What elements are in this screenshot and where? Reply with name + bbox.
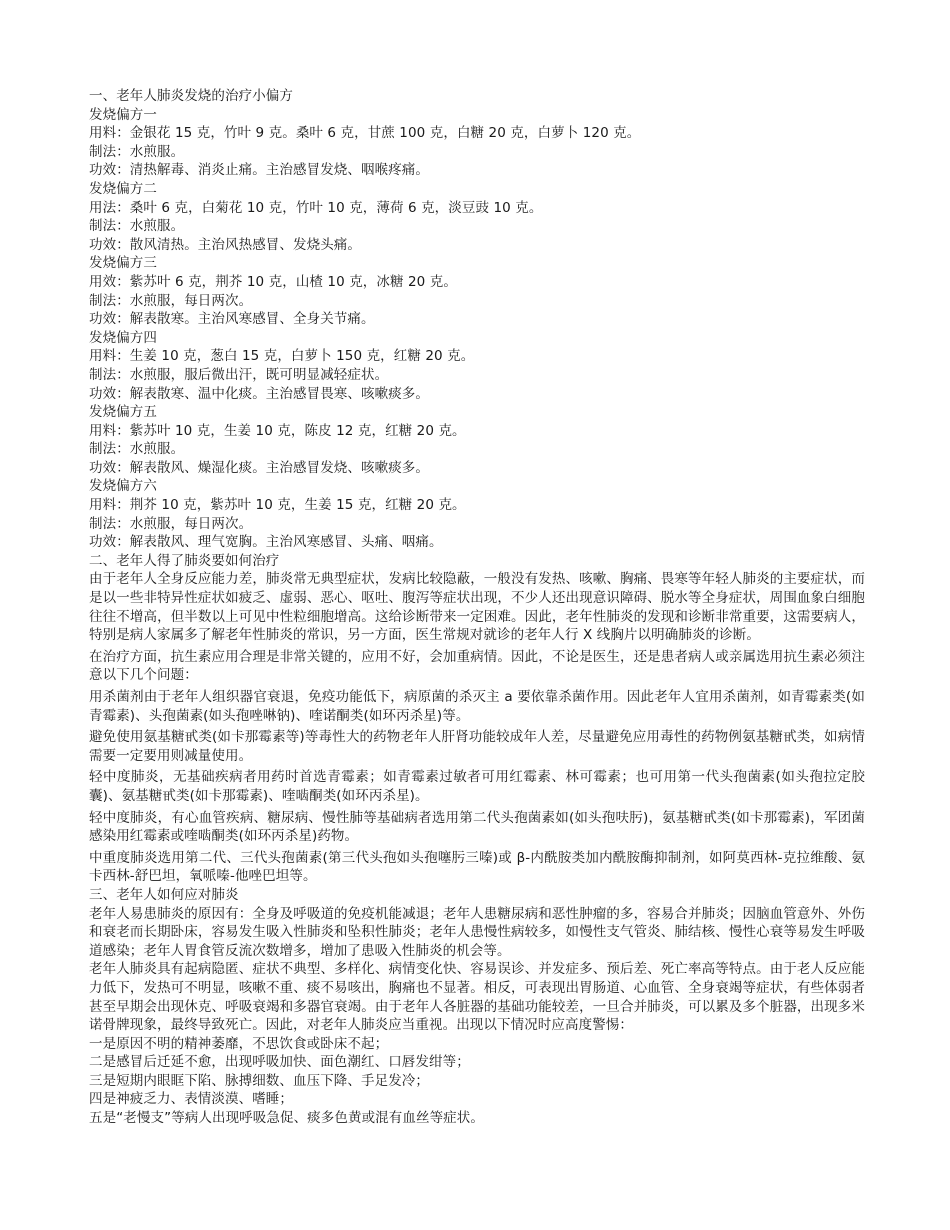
recipe-effect: 功效：解表散寒、温中化痰。主治感冒畏寒、咳嗽痰多。 — [89, 385, 429, 402]
recipe-title: 发烧偏方二 — [89, 180, 157, 197]
recipe-3 — [89, 254, 865, 328]
section-2-paragraph: 在治疗方面，抗生素应用合理是非常关键的，应用不好，会加重病情。因此，不论是医生，还是患者病人或亲属选用抗生素必须注意以下几个问题： — [89, 648, 865, 684]
recipe-ingredients: 用法：桑叶 6 克，白菊花 10 克，竹叶 10 克，薄荷 6 克，淡豆豉 10 克。 — [89, 199, 543, 216]
warning-item: 四是神疲乏力、表情淡漠、嗜睡； — [89, 1091, 293, 1108]
section-2-paragraph: 中重度肺炎选用第二代、三代头孢菌素(第三代头孢如头孢噻肟三嗪)或 β-内酰胺类加内酰胺酶抑制剂，如阿莫西林-克拉维酸、氨卡西林-舒巴坦，氧哌嗪-他唑巴坦等。 — [89, 849, 865, 885]
recipe-1 — [89, 106, 865, 180]
section-2-paragraph: 由于老年人全身反应能力差，肺炎常无典型症状，发病比较隐蔽，一般没有发热、咳嗽、胸痛、畏寒等年轻人肺炎的主要症状，而是以一些非特异性症状如疲乏、虚弱、恶心、呕吐、腹泻等症状出现，不少人还出现意识障碍、脱水等全身症状，周围血象白细胞往往不增高，但半数以上可见中性粒细胞增高。这给诊断带来一定困难。因此，老年性肺炎的发现和诊断非常重要，这需要病人，特别是病人家属多了解老年性肺炎的常识，另一方面，医生常规对就诊的老年人行 X 线胸片以明确肺炎的诊断。 — [89, 571, 865, 644]
section-3-title: 三、老年人如何应对肺炎 — [89, 886, 239, 903]
recipe-method: 制法：水煎服。 — [89, 441, 185, 458]
recipe-4 — [89, 329, 865, 403]
warning-item: 一是原因不明的精神萎靡，不思饮食或卧床不起； — [89, 1035, 389, 1052]
recipe-method: 制法：水煎服，服后微出汗，既可明显减轻症状。 — [89, 366, 389, 383]
recipe-effect: 功效：解表散风、燥湿化痰。主治感冒发烧、咳嗽痰多。 — [89, 459, 429, 476]
recipe-effect: 功效：清热解毒、消炎止痛。主治感冒发烧、咽喉疼痛。 — [89, 162, 429, 179]
recipe-ingredients: 用效：紫苏叶 6 克，荆芥 10 克，山楂 10 克，冰糖 20 克。 — [89, 273, 457, 290]
section-2-paragraph: 轻中度肺炎，无基础疾病者用药时首选青霉素；如青霉素过敏者可用红霉素、林可霉素；也可用第一代头孢菌素(如头孢拉定胶囊)、氨基糖甙类(如卡那霉素)、喹啮酮类(如环丙杀星)。 — [89, 769, 865, 804]
section-3-paragraph: 老年人易患肺炎的原因有：全身及呼吸道的免疫机能减退；老年人患糖尿病和恶性肿瘤的多，容易合并肺炎；因脑血管意外、外伤和衰老而长期卧床，容易发生吸入性肺炎和坠积性肺炎；老年人患慢性病较多，如慢性支气管炎、肺结核、慢性心衰等易发生呼吸道感染；老年人胃食管反流次数增多，增加了患吸入性肺炎的机会等。 — [89, 905, 865, 959]
recipe-effect: 功效：解表散风、理气宽胸。主治风寒感冒、头痛、咽痛。 — [89, 534, 443, 551]
warning-item: 三是短期内眼眶下陷、脉搏细数、血压下降、手足发冷； — [89, 1072, 429, 1089]
recipe-effect: 功效：解表散寒。主治风寒感冒、全身关节痛。 — [89, 311, 375, 328]
warning-item: 五是“老慢支”等病人出现呼吸急促、痰多色黄或混有血丝等症状。 — [89, 1110, 484, 1127]
recipe-method: 制法：水煎服，每日两次。 — [89, 292, 253, 309]
recipe-method: 制法：水煎服，每日两次。 — [89, 515, 253, 532]
recipe-effect: 功效：散风清热。主治风热感冒、发烧头痛。 — [89, 236, 361, 253]
section-3-paragraph: 老年人肺炎具有起病隐匿、症状不典型、多样化、病情变化快、容易误诊、并发症多、预后差、死亡率高等特点。由于老人反应能力低下，发热可不明显，咳嗽不重、痰不易咳出，胸痛也不显著。相反，可表现出胃肠道、心血管、全身衰竭等症状，有些体弱者甚至早期会出现休克、呼吸衰竭和多器官衰竭。由于老年人各脏器的基础功能较差，一旦合并肺炎，可以累及多个脏器，出现多米诺骨牌现象，最终导致死亡。因此，对老年人肺炎应当重视。出现以下情况时应高度警惕： — [89, 961, 865, 1034]
recipe-title: 发烧偏方一 — [89, 106, 157, 123]
recipe-5 — [89, 403, 865, 477]
recipe-method: 制法：水煎服。 — [89, 143, 185, 160]
warning-item: 二是感冒后迁延不愈，出现呼吸加快、面色潮红、口唇发绀等； — [89, 1054, 470, 1071]
section-1-title: 一、老年人肺炎发烧的治疗小偏方 — [89, 88, 293, 104]
recipe-ingredients: 用料：生姜 10 克，葱白 15 克，白萝卜 150 克，红糖 20 克。 — [89, 348, 475, 365]
section-2-paragraph: 轻中度肺炎，有心血管疾病、糖尿病、慢性肺等基础病者选用第二代头孢菌素如(如头孢呋肟)，氨基糖甙类(如卡那霉素)，军团菌感染用红霉素或喹啮酮类(如环丙杀星)药物。 — [89, 809, 865, 845]
document-page — [89, 87, 865, 1128]
recipe-title: 发烧偏方五 — [89, 404, 157, 421]
section-2-paragraph: 避免使用氨基糖甙类(如卡那霉素等)等毒性大的药物老年人肝肾功能较成年人差，尽量避免应用毒性的药物例氨基糖甙类，如病情需要一定要用则减量使用。 — [89, 729, 865, 764]
recipe-2 — [89, 180, 865, 254]
section-2-paragraph: 用杀菌剂由于老年人组织器官衰退，免疫功能低下，病原菌的杀灭主 a 要依靠杀菌作用。因此老年人宜用杀菌剂，如青霉素类(如青霉素)、头孢菌素(如头孢唑啉钠)、喹诺酮类(如环丙杀星)等。 — [89, 689, 865, 724]
recipe-title: 发烧偏方四 — [89, 329, 157, 346]
recipe-title: 发烧偏方三 — [89, 255, 157, 272]
recipe-method: 制法：水煎服。 — [89, 218, 185, 235]
recipe-title: 发烧偏方六 — [89, 478, 157, 495]
recipe-ingredients: 用料：金银花 15 克，竹叶 9 克。桑叶 6 克，甘蔗 100 克，白糖 20 克，白萝卜 120 克。 — [89, 125, 641, 142]
section-2-title: 二、老年人得了肺炎要如何治疗 — [89, 552, 280, 569]
recipe-ingredients: 用料：荆芥 10 克，紫苏叶 10 克，生姜 15 克，红糖 20 克。 — [89, 497, 466, 514]
recipe-6 — [89, 477, 865, 551]
recipe-ingredients: 用料：紫苏叶 10 克，生姜 10 克，陈皮 12 克，红糖 20 克。 — [89, 422, 466, 439]
